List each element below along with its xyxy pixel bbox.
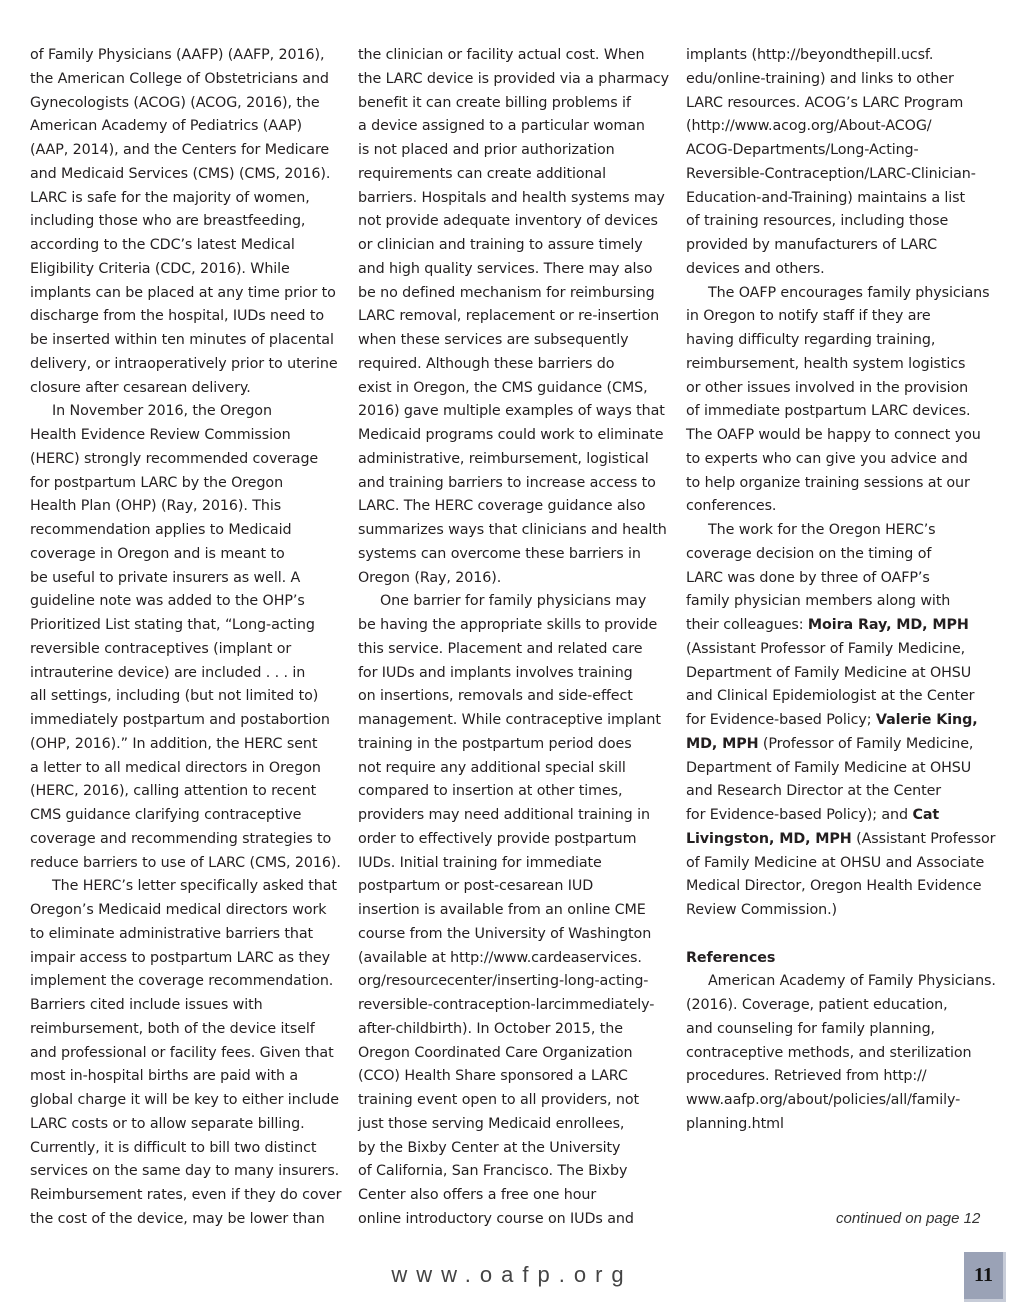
text-line: providers may need additional training in xyxy=(358,807,650,823)
text-line xyxy=(686,709,1006,733)
text-line: order to effectively provide postpartum xyxy=(358,830,637,847)
text-line: administrative, reimbursement, logistical xyxy=(358,450,649,467)
text-line: American Academy of Family Physicians. xyxy=(708,973,996,990)
text-line: services on the same day to many insurers. xyxy=(30,1163,340,1180)
text-line: Reversible-Contraception/LARC-Clinician- xyxy=(686,165,976,182)
text-line: and professional or facility fees. Given that xyxy=(30,1044,334,1061)
text-line: when these services are subsequently xyxy=(358,332,629,348)
text-line: LARC resources. ACOG’s LARC Program xyxy=(686,94,964,111)
text-line: reversible-contraception-larcimmediately- xyxy=(358,997,655,1013)
text-line: management. While contraceptive implant xyxy=(358,712,661,728)
text-line: course from the University of Washington xyxy=(358,925,652,942)
text-line: this service. Placement and related care xyxy=(358,640,643,657)
text-line: conferences. xyxy=(686,498,777,515)
text-line: (HERC, 2016), calling attention to recent xyxy=(30,783,317,800)
text-line: www.aafp.org/about/policies/all/family- xyxy=(686,1092,961,1108)
text-line: the cost of the device, may be lower than xyxy=(30,1210,325,1227)
text-line: just those serving Medicaid enrollees, xyxy=(358,1115,625,1132)
text-line: planning.html xyxy=(686,1115,784,1132)
text-column-right xyxy=(686,44,1006,1137)
text-line: procedures. Retrieved from http:// xyxy=(686,1068,927,1085)
text-line: the LARC device is provided via a pharmacy xyxy=(358,70,669,87)
text-line: global charge it will be key to either include xyxy=(30,1092,339,1108)
text-column-left xyxy=(30,44,350,1232)
text-line: LARC was done by three of OAFP’s xyxy=(686,569,930,586)
text-line: (2016). Coverage, patient education, xyxy=(686,997,948,1013)
text-line: LARC costs or to allow separate billing. xyxy=(30,1115,305,1132)
text-line: to experts who can give you advice and xyxy=(686,450,968,467)
text-line: (Assistant Professor of Family Medicine, xyxy=(686,640,966,657)
text-line: implants (http://beyondthepill.ucsf. xyxy=(686,47,934,63)
text-line: of Family Physicians (AAFP) (AAFP, 2016), xyxy=(30,47,325,63)
text-line: of Family Medicine at OHSU and Associate xyxy=(686,854,985,871)
text-line: of California, San Francisco. The Bixby xyxy=(358,1163,628,1180)
text-column-middle xyxy=(358,44,678,1232)
text-line: of training resources, including those xyxy=(686,213,949,230)
text-line: intrauterine device) are included . . . in xyxy=(30,664,306,681)
text-line: The HERC’s letter specifically asked that xyxy=(52,878,337,895)
text-line: Health Evidence Review Commission xyxy=(30,427,291,443)
text-line: Department of Family Medicine at OHSU xyxy=(686,664,972,681)
text-line: Currently, it is difficult to bill two distinct xyxy=(30,1139,317,1156)
text-segment: (Assistant Professor xyxy=(851,830,996,847)
text-line: Oregon Coordinated Care Organization xyxy=(358,1044,633,1061)
website-footer: www.oafp.org xyxy=(391,1262,633,1287)
text-line: having difficulty regarding training, xyxy=(686,332,936,348)
text-line: of immediate postpartum LARC devices. xyxy=(686,403,971,420)
text-line: Review Commission.) xyxy=(686,902,838,918)
text-line xyxy=(686,947,1006,971)
text-line: In November 2016, the Oregon xyxy=(52,403,272,420)
text-line: postpartum or post-cesarean IUD xyxy=(358,878,594,895)
text-line: be no defined mechanism for reimbursing xyxy=(358,284,655,301)
text-line: or other issues involved in the provision xyxy=(686,379,969,396)
text-line: The OAFP would be happy to connect you xyxy=(686,427,981,443)
text-line: edu/online-training) and links to other xyxy=(686,70,954,87)
text-line xyxy=(686,828,1006,852)
text-line: The work for the Oregon HERC’s xyxy=(708,522,936,538)
text-line: requirements can create additional xyxy=(358,165,606,182)
text-line: benefit it can create billing problems if xyxy=(358,94,631,111)
text-line: or clinician and training to assure timely xyxy=(358,237,643,253)
text-line: and Clinical Epidemiologist at the Center xyxy=(686,688,975,705)
text-line: Center also offers a free one hour xyxy=(358,1187,597,1203)
text-line xyxy=(686,614,1006,638)
text-line: a letter to all medical directors in Oregon xyxy=(30,759,321,776)
text-line: and high quality services. There may also xyxy=(358,260,653,277)
text-line: American Academy of Pediatrics (AAP) xyxy=(30,118,303,135)
text-line: be inserted within ten minutes of placental xyxy=(30,332,334,348)
author-name: Livingston, MD, MPH xyxy=(686,830,852,847)
text-line: Department of Family Medicine at OHSU xyxy=(686,759,972,776)
page-number: 11 xyxy=(964,1252,1006,1302)
text-line: Reimbursement rates, even if they do cover xyxy=(30,1187,342,1203)
text-line: guideline note was added to the OHP’s xyxy=(30,593,305,610)
continued-note: continued on page 12 xyxy=(836,1210,981,1227)
text-line: according to the CDC’s latest Medical xyxy=(30,237,295,253)
text-line xyxy=(686,804,1006,828)
author-name: MD, MPH xyxy=(686,735,759,752)
text-line: (CCO) Health Share sponsored a LARC xyxy=(358,1068,628,1085)
text-line: reimbursement, both of the device itself xyxy=(30,1020,315,1037)
text-line: Prioritized List stating that, “Long-acting xyxy=(30,617,315,633)
author-name: Moira Ray, MD, MPH xyxy=(807,617,969,633)
text-line: compared to insertion at other times, xyxy=(358,783,623,800)
text-line: 2016) gave multiple examples of ways that xyxy=(358,403,665,420)
text-line: immediately postpartum and postabortion xyxy=(30,712,330,728)
text-line: reimbursement, health system logistics xyxy=(686,355,966,372)
text-line: impair access to postpartum LARC as they xyxy=(30,949,330,966)
text-line: family physician members along with xyxy=(686,593,951,610)
text-line: the clinician or facility actual cost. When xyxy=(358,47,645,63)
text-line xyxy=(686,923,1006,947)
text-line: discharge from the hospital, IUDs need to xyxy=(30,308,324,325)
text-segment: for Evidence-based Policy; xyxy=(686,712,876,728)
text-line: (OHP, 2016).” In addition, the HERC sent xyxy=(30,735,318,752)
author-name: Cat xyxy=(912,807,940,823)
text-line: training in the postpartum period does xyxy=(358,735,632,752)
text-line: (HERC) strongly recommended coverage xyxy=(30,450,319,467)
text-line: Eligibility Criteria (CDC, 2016). While xyxy=(30,260,290,277)
text-line xyxy=(686,733,1006,757)
text-line: org/resourcecenter/inserting-long-acting- xyxy=(358,973,649,990)
text-line: summarizes ways that clinicians and health xyxy=(358,522,667,538)
text-line: implants can be placed at any time prior to xyxy=(30,284,336,301)
text-line: be having the appropriate skills to provide xyxy=(358,617,658,633)
text-line: not provide adequate inventory of devices xyxy=(358,213,658,230)
text-line: IUDs. Initial training for immediate xyxy=(358,854,602,871)
text-line: CMS guidance clarifying contraceptive xyxy=(30,807,302,823)
text-line: LARC is safe for the majority of women, xyxy=(30,189,310,206)
text-segment: (Professor of Family Medicine, xyxy=(758,735,974,752)
text-line: implement the coverage recommendation. xyxy=(30,973,334,990)
text-line: reduce barriers to use of LARC (CMS, 2016). xyxy=(30,854,341,871)
text-line: a device assigned to a particular woman xyxy=(358,118,645,135)
text-line: online introductory course on IUDs and xyxy=(358,1210,634,1227)
text-line: closure after cesarean delivery. xyxy=(30,379,251,396)
text-line: provided by manufacturers of LARC xyxy=(686,237,938,253)
text-line: ACOG-Departments/Long-Acting- xyxy=(686,142,919,158)
text-line: (AAP, 2014), and the Centers for Medicare xyxy=(30,142,330,158)
text-line: (available at http://www.cardeaservices. xyxy=(358,949,642,966)
text-line: devices and others. xyxy=(686,260,825,277)
text-line: One barrier for family physicians may xyxy=(380,593,647,610)
text-line: required. Although these barriers do xyxy=(358,355,615,372)
references-heading: References xyxy=(686,949,776,966)
text-line: contraceptive methods, and sterilization xyxy=(686,1044,972,1061)
text-line: by the Bixby Center at the University xyxy=(358,1139,621,1156)
text-line: training event open to all providers, not xyxy=(358,1092,639,1108)
text-line: Education-and-Training) maintains a list xyxy=(686,189,966,206)
text-line: for IUDs and implants involves training xyxy=(358,664,633,681)
text-line: LARC. The HERC coverage guidance also xyxy=(358,498,646,515)
text-line: after-childbirth). In October 2015, the xyxy=(358,1020,623,1037)
text-line: Health Plan (OHP) (Ray, 2016). This xyxy=(30,498,282,515)
author-name: Valerie King, xyxy=(875,712,978,728)
text-segment: for Evidence-based Policy); and xyxy=(686,807,913,823)
text-line: and training barriers to increase access to xyxy=(358,474,656,491)
text-line: barriers. Hospitals and health systems may xyxy=(358,189,665,206)
text-line: to help organize training sessions at our xyxy=(686,474,970,491)
text-line: exist in Oregon, the CMS guidance (CMS, xyxy=(358,379,648,396)
text-line: Oregon’s Medicaid medical directors work xyxy=(30,902,327,918)
text-line: not require any additional special skill xyxy=(358,759,626,776)
text-line: in Oregon to notify staff if they are xyxy=(686,308,931,325)
text-line: the American College of Obstetricians and xyxy=(30,70,329,87)
text-line: Oregon (Ray, 2016). xyxy=(358,569,502,586)
text-line: all settings, including (but not limited to) xyxy=(30,688,319,705)
text-line: Barriers cited include issues with xyxy=(30,997,263,1013)
text-line: and counseling for family planning, xyxy=(686,1020,935,1037)
text-line: on insertions, removals and side-effect xyxy=(358,688,633,705)
text-line: recommendation applies to Medicaid xyxy=(30,522,292,538)
text-line: coverage decision on the timing of xyxy=(686,545,932,562)
text-line: to eliminate administrative barriers that xyxy=(30,925,314,942)
text-line: is not placed and prior authorization xyxy=(358,142,615,158)
text-line: most in-hospital births are paid with a xyxy=(30,1068,299,1085)
text-line: (http://www.acog.org/About-ACOG/ xyxy=(686,118,932,135)
text-line: and Research Director at the Center xyxy=(686,783,942,800)
text-line: Medicaid programs could work to eliminate xyxy=(358,427,664,443)
text-line: Gynecologists (ACOG) (ACOG, 2016), the xyxy=(30,94,320,111)
text-line: delivery, or intraoperatively prior to uterine xyxy=(30,355,338,372)
text-line: Medical Director, Oregon Health Evidence xyxy=(686,878,982,895)
text-line: including those who are breastfeeding, xyxy=(30,213,306,230)
text-line: systems can overcome these barriers in xyxy=(358,545,641,562)
text-line: be useful to private insurers as well. A xyxy=(30,569,301,586)
text-line: LARC removal, replacement or re-insertion xyxy=(358,308,660,325)
text-line: reversible contraceptives (implant or xyxy=(30,640,292,657)
text-line: insertion is available from an online CME xyxy=(358,902,646,918)
text-line: coverage and recommending strategies to xyxy=(30,830,332,847)
text-line: and Medicaid Services (CMS) (CMS, 2016). xyxy=(30,165,331,182)
text-segment: their colleagues: xyxy=(686,617,808,633)
text-line: for postpartum LARC by the Oregon xyxy=(30,474,284,491)
text-line: The OAFP encourages family physicians xyxy=(708,284,990,301)
text-line: coverage in Oregon and is meant to xyxy=(30,545,285,562)
